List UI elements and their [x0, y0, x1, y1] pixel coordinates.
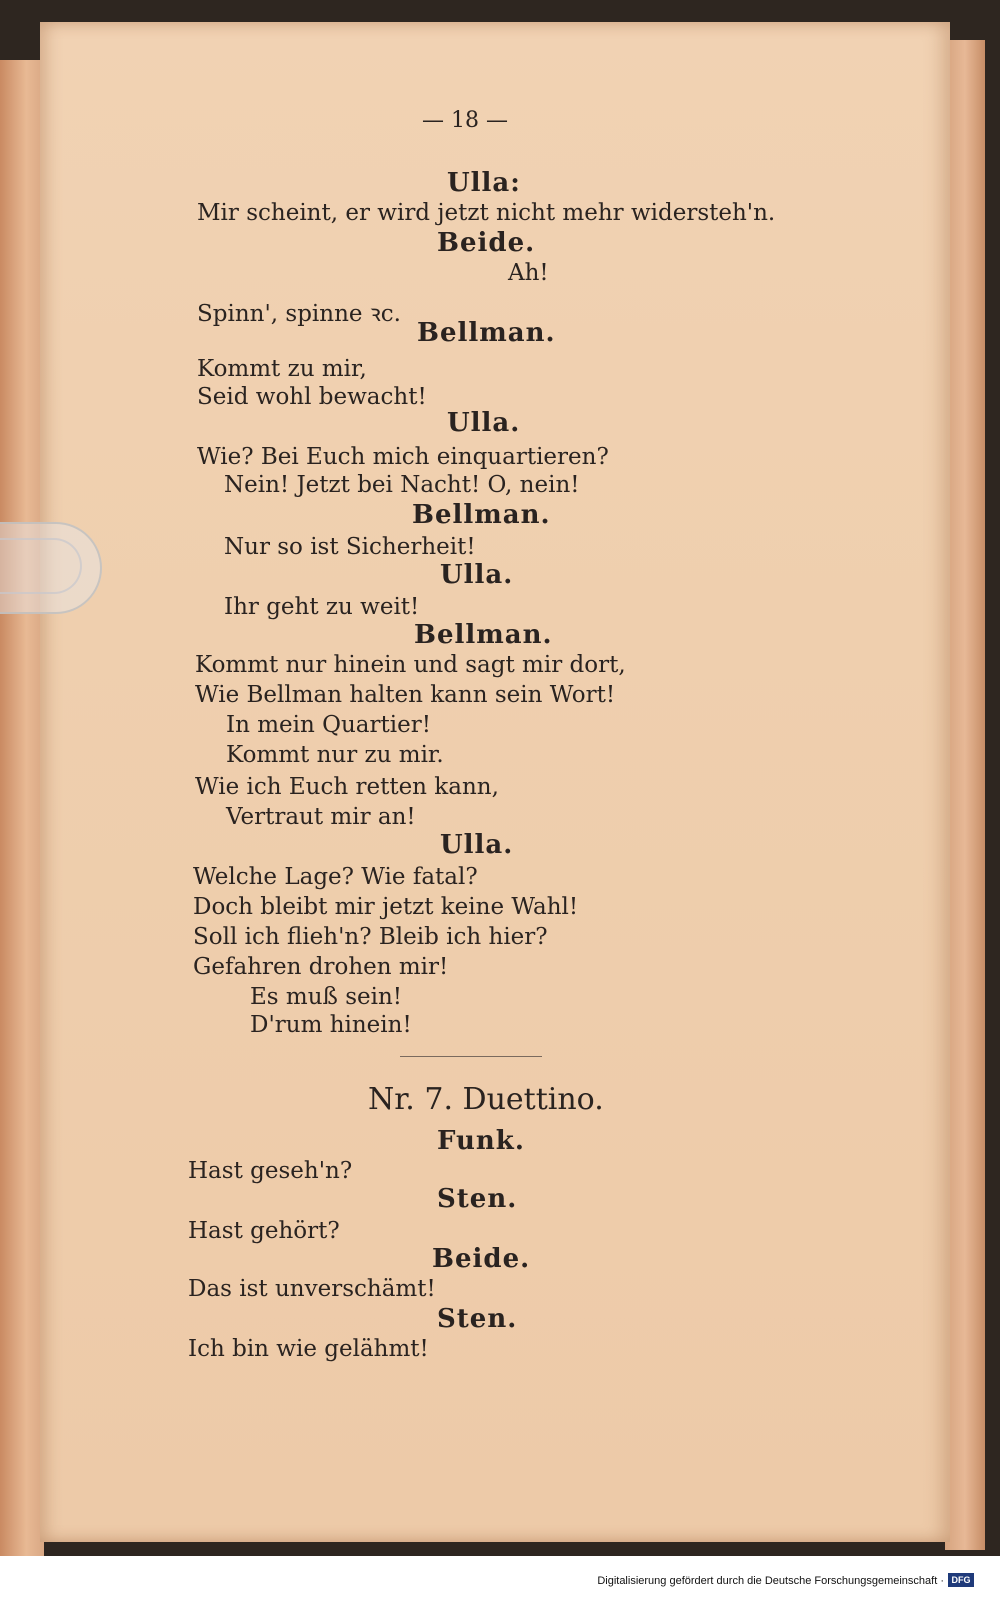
speaker-label: Sten.: [437, 1304, 518, 1334]
speaker-label: Bellman.: [417, 318, 556, 348]
text-line: Wie Bellman halten kann sein Wort!: [195, 682, 616, 708]
text-line: Vertraut mir an!: [226, 804, 416, 830]
text-line: Ah!: [508, 260, 549, 286]
text-line: Hast gehört?: [188, 1218, 340, 1244]
speaker-label: Beide.: [432, 1244, 531, 1274]
speaker-label: Bellman.: [414, 620, 553, 650]
text-line: Kommt zu mir,: [197, 356, 367, 382]
speaker-label: Funk.: [437, 1126, 525, 1156]
digitization-credit: Digitalisierung gefördert durch die Deutsche Forschungsgemeinschaft ·: [597, 1575, 944, 1587]
speaker-label: Bellman.: [412, 500, 551, 530]
speaker-label: Ulla.: [440, 830, 514, 860]
text-line: Mir scheint, er wird jetzt nicht mehr widersteh'n.: [197, 200, 776, 226]
text-line: Hast geseh'n?: [188, 1158, 353, 1184]
text-line: Wie ich Euch retten kann,: [195, 774, 499, 800]
previous-page-edge: [0, 60, 44, 1560]
text-line: Gefahren drohen mir!: [193, 954, 449, 980]
text-line: Das ist unverschämt!: [188, 1276, 436, 1302]
text-line: Wie? Bei Euch mich einquartieren?: [197, 444, 609, 470]
dfg-logo: DFG: [948, 1573, 974, 1587]
speaker-label: Ulla:: [447, 168, 521, 198]
text-line: Nur so ist Sicherheit!: [224, 534, 476, 560]
text-line: Doch bleibt mir jetzt keine Wahl!: [193, 894, 579, 920]
text-line: D'rum hinein!: [250, 1012, 412, 1038]
text-line: Seid wohl bewacht!: [197, 384, 427, 410]
section-heading: Nr. 7. Duettino.: [368, 1082, 604, 1117]
text-line: In mein Quartier!: [226, 712, 431, 738]
text-line: Ihr geht zu weit!: [224, 594, 420, 620]
text-line: Soll ich flieh'n? Bleib ich hier?: [193, 924, 548, 950]
page-number: — 18 —: [422, 108, 508, 133]
text-line: Nein! Jetzt bei Nacht! O, nein!: [224, 472, 580, 498]
paper-clip: [0, 522, 102, 614]
speaker-label: Ulla.: [447, 408, 521, 438]
text-line: Ich bin wie gelähmt!: [188, 1336, 429, 1362]
next-page-edge: [945, 40, 985, 1550]
text-line: Kommt nur zu mir.: [226, 742, 444, 768]
text-line: Es muß sein!: [250, 984, 403, 1010]
text-line: Welche Lage? Wie fatal?: [193, 864, 478, 890]
section-divider: [400, 1056, 542, 1057]
speaker-label: Beide.: [437, 228, 536, 258]
speaker-label: Sten.: [437, 1184, 518, 1214]
text-line: Spinn', spinne ꝛc.: [197, 301, 401, 327]
text-line: Kommt nur hinein und sagt mir dort,: [195, 652, 626, 678]
speaker-label: Ulla.: [440, 560, 514, 590]
